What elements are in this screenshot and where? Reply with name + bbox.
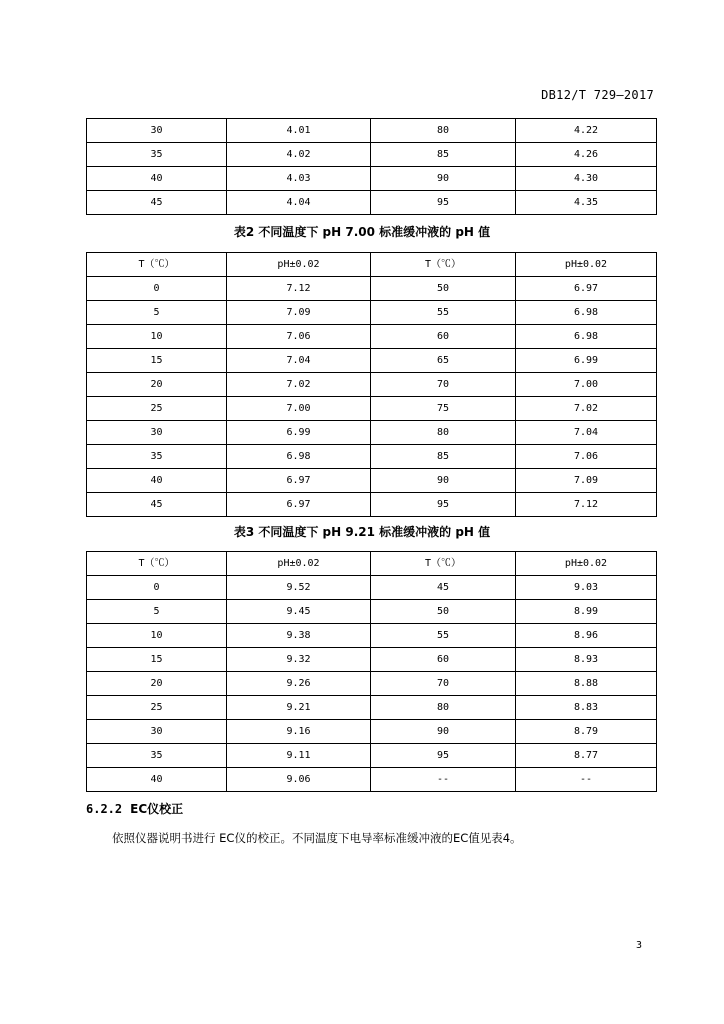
table-row bbox=[87, 421, 657, 445]
table-cell: 6.97 bbox=[227, 469, 371, 493]
table-cell: 55 bbox=[371, 301, 516, 325]
table-cell: 8.79 bbox=[516, 720, 657, 744]
table-row bbox=[87, 624, 657, 648]
table-cell: 7.06 bbox=[516, 445, 657, 469]
table-row bbox=[87, 373, 657, 397]
table-cell: 15 bbox=[87, 648, 227, 672]
table-cell: 0 bbox=[87, 576, 227, 600]
table-cell: 6.98 bbox=[516, 325, 657, 349]
table-cell: 35 bbox=[87, 744, 227, 768]
table-row bbox=[87, 301, 657, 325]
table-cell: 40 bbox=[87, 768, 227, 792]
table-cell: 65 bbox=[371, 349, 516, 373]
table-cell: 8.93 bbox=[516, 648, 657, 672]
table-cell: 70 bbox=[371, 672, 516, 696]
table-cell: 10 bbox=[87, 325, 227, 349]
table-cell: 9.38 bbox=[227, 624, 371, 648]
table-cell: 7.12 bbox=[516, 493, 657, 517]
table-cell: 7.04 bbox=[227, 349, 371, 373]
table-cell: 5 bbox=[87, 301, 227, 325]
table-cell: 7.02 bbox=[227, 373, 371, 397]
table-cell: 7.04 bbox=[516, 421, 657, 445]
section-heading bbox=[86, 800, 183, 817]
table-row bbox=[87, 720, 657, 744]
header-cell: T（℃） bbox=[371, 253, 516, 277]
table-cell: 4.03 bbox=[227, 167, 371, 191]
table-cell: 80 bbox=[371, 119, 516, 143]
table-cell: 75 bbox=[371, 397, 516, 421]
table-cell: 4.30 bbox=[516, 167, 657, 191]
table-cell: 95 bbox=[371, 191, 516, 215]
header-cell: pH±0.02 bbox=[516, 253, 657, 277]
table-cell: 8.99 bbox=[516, 600, 657, 624]
table2-body bbox=[87, 253, 657, 517]
table-cell: -- bbox=[516, 768, 657, 792]
table-cell: 25 bbox=[87, 397, 227, 421]
table-row bbox=[87, 445, 657, 469]
table2-caption: 表2 不同温度下 pH 7.00 标准缓冲液的 pH 值 bbox=[233, 225, 491, 239]
header-cell: T（℃） bbox=[371, 552, 516, 576]
table-row bbox=[87, 325, 657, 349]
table-cell: 7.06 bbox=[227, 325, 371, 349]
header-cell: T（℃） bbox=[87, 552, 227, 576]
table-cell: 7.09 bbox=[516, 469, 657, 493]
table-cell: 6.97 bbox=[227, 493, 371, 517]
table2 bbox=[86, 252, 657, 517]
table-header-row bbox=[87, 253, 657, 277]
table-cell: 8.96 bbox=[516, 624, 657, 648]
table-row bbox=[87, 696, 657, 720]
table-cell: 9.16 bbox=[227, 720, 371, 744]
table-cell: -- bbox=[371, 768, 516, 792]
header-cell: pH±0.02 bbox=[227, 253, 371, 277]
table-cell: 60 bbox=[371, 325, 516, 349]
table-cell: 7.09 bbox=[227, 301, 371, 325]
table-row bbox=[87, 493, 657, 517]
table-cell: 45 bbox=[87, 191, 227, 215]
table3-body bbox=[87, 552, 657, 792]
table-cell: 90 bbox=[371, 469, 516, 493]
table-cell: 30 bbox=[87, 421, 227, 445]
table-cell: 4.26 bbox=[516, 143, 657, 167]
table-cell: 90 bbox=[371, 720, 516, 744]
table-row bbox=[87, 191, 657, 215]
table-cell: 8.77 bbox=[516, 744, 657, 768]
table-cell: 9.11 bbox=[227, 744, 371, 768]
table-cell: 55 bbox=[371, 624, 516, 648]
table-cell: 80 bbox=[371, 421, 516, 445]
table-cell: 8.83 bbox=[516, 696, 657, 720]
table-cell: 9.52 bbox=[227, 576, 371, 600]
table-row bbox=[87, 469, 657, 493]
table-cell: 80 bbox=[371, 696, 516, 720]
table-row bbox=[87, 672, 657, 696]
table-cell: 9.32 bbox=[227, 648, 371, 672]
table-cell: 30 bbox=[87, 119, 227, 143]
header-cell: pH±0.02 bbox=[516, 552, 657, 576]
table-cell: 85 bbox=[371, 143, 516, 167]
table-cell: 8.88 bbox=[516, 672, 657, 696]
table-cell: 6.98 bbox=[227, 445, 371, 469]
table-row bbox=[87, 119, 657, 143]
table-cell: 15 bbox=[87, 349, 227, 373]
table-row bbox=[87, 576, 657, 600]
table-cell: 7.02 bbox=[516, 397, 657, 421]
table-cell: 50 bbox=[371, 277, 516, 301]
section-title: EC仪校正 bbox=[130, 802, 184, 816]
table-cell: 4.01 bbox=[227, 119, 371, 143]
table-cell: 25 bbox=[87, 696, 227, 720]
table-cell: 95 bbox=[371, 744, 516, 768]
table1-body bbox=[87, 119, 657, 215]
table-cell: 40 bbox=[87, 167, 227, 191]
table-cell: 20 bbox=[87, 373, 227, 397]
table3-caption: 表3 不同温度下 pH 9.21 标准缓冲液的 pH 值 bbox=[233, 525, 491, 539]
table-cell: 7.00 bbox=[516, 373, 657, 397]
table-cell: 95 bbox=[371, 493, 516, 517]
table-row bbox=[87, 744, 657, 768]
table-cell: 20 bbox=[87, 672, 227, 696]
table-cell: 10 bbox=[87, 624, 227, 648]
table-cell: 5 bbox=[87, 600, 227, 624]
table-cell: 4.35 bbox=[516, 191, 657, 215]
table-cell: 35 bbox=[87, 445, 227, 469]
table-cell: 35 bbox=[87, 143, 227, 167]
table-cell: 4.04 bbox=[227, 191, 371, 215]
header-cell: T（℃） bbox=[87, 253, 227, 277]
table-header-row bbox=[87, 552, 657, 576]
table-row bbox=[87, 349, 657, 373]
table3 bbox=[86, 551, 657, 792]
table-cell: 70 bbox=[371, 373, 516, 397]
table-cell: 30 bbox=[87, 720, 227, 744]
table-cell: 50 bbox=[371, 600, 516, 624]
table1-continued bbox=[86, 118, 657, 215]
table-cell: 6.98 bbox=[516, 301, 657, 325]
table-cell: 9.21 bbox=[227, 696, 371, 720]
table-row bbox=[87, 600, 657, 624]
table-cell: 90 bbox=[371, 167, 516, 191]
table-cell: 0 bbox=[87, 277, 227, 301]
table-cell: 4.02 bbox=[227, 143, 371, 167]
table-cell: 7.12 bbox=[227, 277, 371, 301]
table-row bbox=[87, 143, 657, 167]
table-row bbox=[87, 277, 657, 301]
table-row bbox=[87, 648, 657, 672]
table-cell: 6.99 bbox=[227, 421, 371, 445]
table-cell: 9.45 bbox=[227, 600, 371, 624]
table-row bbox=[87, 768, 657, 792]
table-cell: 60 bbox=[371, 648, 516, 672]
header-cell: pH±0.02 bbox=[227, 552, 371, 576]
table-cell: 45 bbox=[87, 493, 227, 517]
table-cell: 9.26 bbox=[227, 672, 371, 696]
table-cell: 85 bbox=[371, 445, 516, 469]
table-cell: 6.99 bbox=[516, 349, 657, 373]
table-cell: 4.22 bbox=[516, 119, 657, 143]
table-row bbox=[87, 397, 657, 421]
section-paragraph: 依照仪器说明书进行 EC仪的校正。不同温度下电导率标准缓冲液的EC值见表4。 bbox=[112, 831, 522, 845]
section-number: 6.2.2 bbox=[86, 802, 123, 816]
table-cell: 7.00 bbox=[227, 397, 371, 421]
page-number: 3 bbox=[635, 940, 642, 951]
table-cell: 6.97 bbox=[516, 277, 657, 301]
table-cell: 45 bbox=[371, 576, 516, 600]
table-cell: 9.03 bbox=[516, 576, 657, 600]
table-cell: 40 bbox=[87, 469, 227, 493]
document-code: DB12/T 729—2017 bbox=[541, 88, 654, 102]
table-row bbox=[87, 167, 657, 191]
table-cell: 9.06 bbox=[227, 768, 371, 792]
